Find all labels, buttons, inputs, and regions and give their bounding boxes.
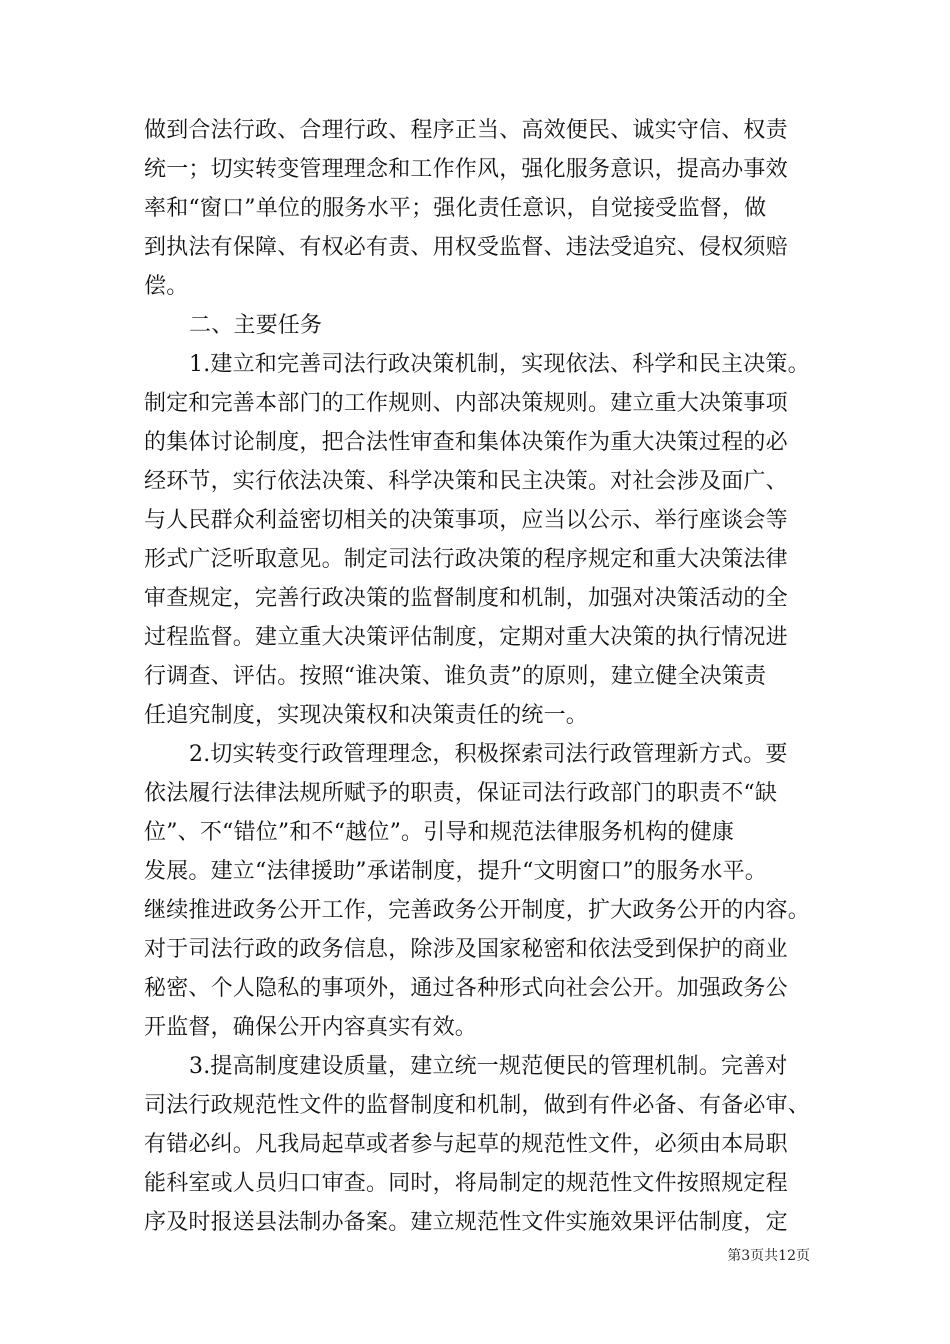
- paragraph-line: 开监督，确保公开内容真实有效。: [144, 1015, 478, 1040]
- paragraph-line: 到执法有保障、有权必有责、用权受监督、违法受追究、侵权须赔: [144, 235, 788, 260]
- paragraph-line: 继续推进政务公开工作，完善政务公开制度，扩大政务公开的内容。: [144, 898, 811, 923]
- paragraph-line: 审查规定，完善行政决策的监督制度和机制，加强对决策活动的全: [144, 586, 788, 611]
- paragraph-line: 与人民群众利益密切相关的决策事项，应当以公示、举行座谈会等: [144, 508, 788, 533]
- paragraph-line: 形式广泛听取意见。制定司法行政决策的程序规定和重大决策法律: [144, 547, 788, 572]
- paragraph-line: 偿。: [144, 274, 189, 299]
- paragraph-first-line: 2.切实转变行政管理理念，积极探索司法行政管理新方式。要: [189, 742, 788, 767]
- paragraph-line: 司法行政规范性文件的监督制度和机制，做到有件必备、有备必审、: [144, 1093, 811, 1118]
- paragraph-line: 序及时报送县法制办备案。建立规范性文件实施效果评估制度，定: [144, 1210, 788, 1235]
- section-heading: 二、主要任务: [189, 313, 323, 338]
- paragraph-line: 秘密、个人隐私的事项外，通过各种形式向社会公开。加强政务公: [144, 976, 788, 1001]
- paragraph-line: 做到合法行政、合理行政、程序正当、高效便民、诚实守信、权责: [144, 118, 788, 143]
- paragraph-line: 统一；切实转变管理理念和工作作风，强化服务意识，提高办事效: [144, 157, 788, 182]
- paragraph-line: 依法履行法律法规所赋予的职责，保证司法行政部门的职责不“缺: [144, 781, 778, 806]
- paragraph-line: 制定和完善本部门的工作规则、内部决策规则。建立重大决策事项: [144, 391, 788, 416]
- paragraph-line: 的集体讨论制度，把合法性审查和集体决策作为重大决策过程的必: [144, 430, 788, 455]
- paragraph-line: 任追究制度，实现决策权和决策责任的统一。: [144, 703, 589, 728]
- paragraph-line: 有错必纠。凡我局起草或者参与起草的规范性文件，必须由本局职: [144, 1132, 788, 1157]
- paragraph-line: 发展。建立“法律援助”承诺制度，提升“文明窗口”的服务水平。: [144, 859, 767, 884]
- paragraph-first-line: 3.提高制度建设质量，建立统一规范便民的管理机制。完善对: [189, 1054, 788, 1079]
- paragraph-line: 位”、不“错位”和不“越位”。引导和规范法律服务机构的健康: [144, 820, 735, 845]
- paragraph-line: 过程监督。建立重大决策评估制度，定期对重大决策的执行情况进: [144, 625, 788, 650]
- paragraph-line: 率和“窗口”单位的服务水平；强化责任意识，自觉接受监督，做: [144, 196, 767, 221]
- page-number: 第3页共12页: [727, 1248, 810, 1264]
- paragraph-first-line: 1.建立和完善司法行政决策机制，实现依法、科学和民主决策。: [189, 352, 810, 377]
- paragraph-line: 对于司法行政的政务信息，除涉及国家秘密和依法受到保护的商业: [144, 937, 788, 962]
- paragraph-line: 行调查、评估。按照“谁决策、谁负责”的原则，建立健全决策责: [144, 664, 767, 689]
- paragraph-line: 能科室或人员归口审查。同时，将局制定的规范性文件按照规定程: [144, 1171, 788, 1196]
- paragraph-line: 经环节，实行依法决策、科学决策和民主决策。对社会涉及面广、: [144, 469, 788, 494]
